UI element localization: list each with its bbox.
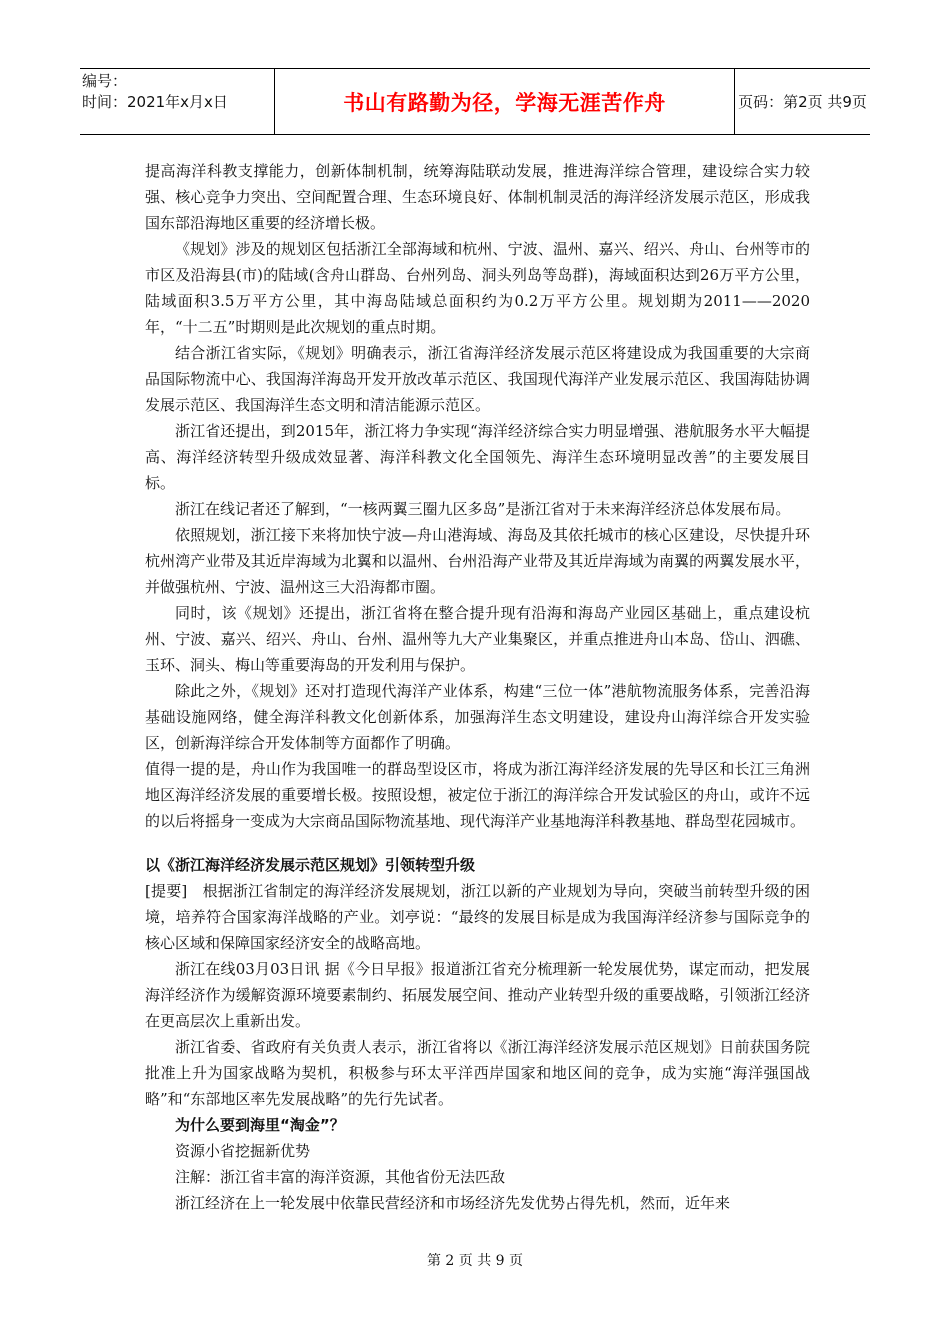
header-page-info [735,69,870,134]
page-footer: 第 2 页 共 9 页 [426,1253,524,1269]
paragraph: 除此之外，《规划》还对打造现代海洋产业体系，构建“三位一体”港航物流服务体系，完善沿海基础设施网络，健全海洋科教文化创新体系，加强海洋生态文明建设，建设舟山海洋综合开发实验区，创新海洋综合开发体制等方面都作了明确。 [145,682,810,752]
paragraph: 同时，该《规划》还提出，浙江省将在整合提升现有沿海和海岛产业园区基础上，重点建设杭州、宁波、嘉兴、绍兴、舟山、台州、温州等九大产业集聚区，并重点推进舟山本岛、岱山、泗礁、玉环、洞头、梅山等重要海岛的开发利用与保护。 [145,604,810,674]
section-heading: 以《浙江海洋经济发展示范区规划》引领转型升级 [145,856,476,874]
paragraph: 依照规划，浙江接下来将加快宁波—舟山港海域、海岛及其依托城市的核心区建设，尽快提升环杭州湾产业带及其近岸海域为北翼和以温州、台州沿海产业带及其近岸海域为南翼的两翼发展水平，并做强杭州、宁波、温州这三大沿海都市圈。 [145,526,810,596]
page-header [80,68,870,135]
time-label: 时间：2021年x月x日 [82,93,228,111]
paragraph: 浙江省还提出，到2015年，浙江将力争实现“海洋经济综合实力明显增强、港航服务水平大幅提高、海洋经济转型升级成效显著、海洋科教文化全国领先、海洋生态环境明显改善”的主要发展目标。 [145,422,810,492]
paragraph: 资源小省挖掘新优势 [175,1142,311,1160]
section-gap [145,834,810,852]
paragraph: [提要] 根据浙江省制定的海洋经济发展规划，浙江以新的产业规划为导向，突破当前转型升级的困境，培养符合国家海洋战略的产业。刘亭说：“最终的发展目标是成为我国海洋经济参与国际竞争的核心区域和保障国家经济安全的战略高地。 [145,882,810,952]
page-info: 页码：第2页 共9页 [738,93,867,111]
section-heading: 为什么要到海里“淘金”？ [175,1116,345,1134]
paragraph: 浙江经济在上一轮发展中依靠民营经济和市场经济先发优势占得先机，然而，近年来 [175,1194,731,1212]
paragraph: 浙江省委、省政府有关负责人表示，浙江省将以《浙江海洋经济发展示范区规划》日前获国务院批准上升为国家战略为契机，积极参与环太平洋西岸国家和地区间的竞争，成为实施“海洋强国战略”和“东部地区率先发展战略”的先行先试者。 [145,1038,810,1108]
paragraph: 注解：浙江省丰富的海洋资源，其他省份无法匹敌 [175,1168,506,1186]
paragraph: 提高海洋科教支撑能力，创新体制机制，统筹海陆联动发展，推进海洋综合管理，建设综合实力较强、核心竞争力突出、空间配置合理、生态环境良好、体制机制灵活的海洋经济发展示范区，形成我国东部沿海地区重要的经济增长极。 [145,162,810,232]
header-motto-cell [275,69,735,134]
document-body [145,158,810,1216]
paragraph: 《规划》涉及的规划区包括浙江全部海域和杭州、宁波、温州、嘉兴、绍兴、舟山、台州等市的市区及沿海县(市)的陆域(含舟山群岛、台州列岛、洞头列岛等岛群)，海域面积达到26万平方公里，陆域面积3.5万平方公里，其中海岛陆域总面积约为0.2万平方公里。规划期为2011——2020年，“十二五”时期则是此次规划的重点时期。 [145,240,810,336]
motto: 书山有路勤为径，学海无涯苦作舟 [343,90,666,115]
number-label: 编号： [82,72,128,90]
paragraph: 结合浙江省实际，《规划》明确表示，浙江省海洋经济发展示范区将建设成为我国重要的大宗商品国际物流中心、我国海洋海岛开发开放改革示范区、我国现代海洋产业发展示范区、我国海陆协调发展示范区、我国海洋生态文明和清洁能源示范区。 [145,344,810,414]
header-meta [80,69,275,134]
paragraph: 值得一提的是，舟山作为我国唯一的群岛型设区市，将成为浙江海洋经济发展的先导区和长江三角洲地区海洋经济发展的重要增长极。按照设想，被定位于浙江的海洋综合开发试验区的舟山，或许不远的以后将摇身一变成为大宗商品国际物流基地、现代海洋产业基地海洋科教基地、群岛型花园城市。 [145,760,810,830]
paragraph: 浙江在线记者还了解到，“一核两翼三圈九区多岛”是浙江省对于未来海洋经济总体发展布局。 [175,500,791,518]
paragraph: 浙江在线03月03日讯 据《今日早报》报道浙江省充分梳理新一轮发展优势，谋定而动，把发展海洋经济作为缓解资源环境要素制约、拓展发展空间、推动产业转型升级的重要战略，引领浙江经济在更高层次上重新出发。 [145,960,810,1030]
